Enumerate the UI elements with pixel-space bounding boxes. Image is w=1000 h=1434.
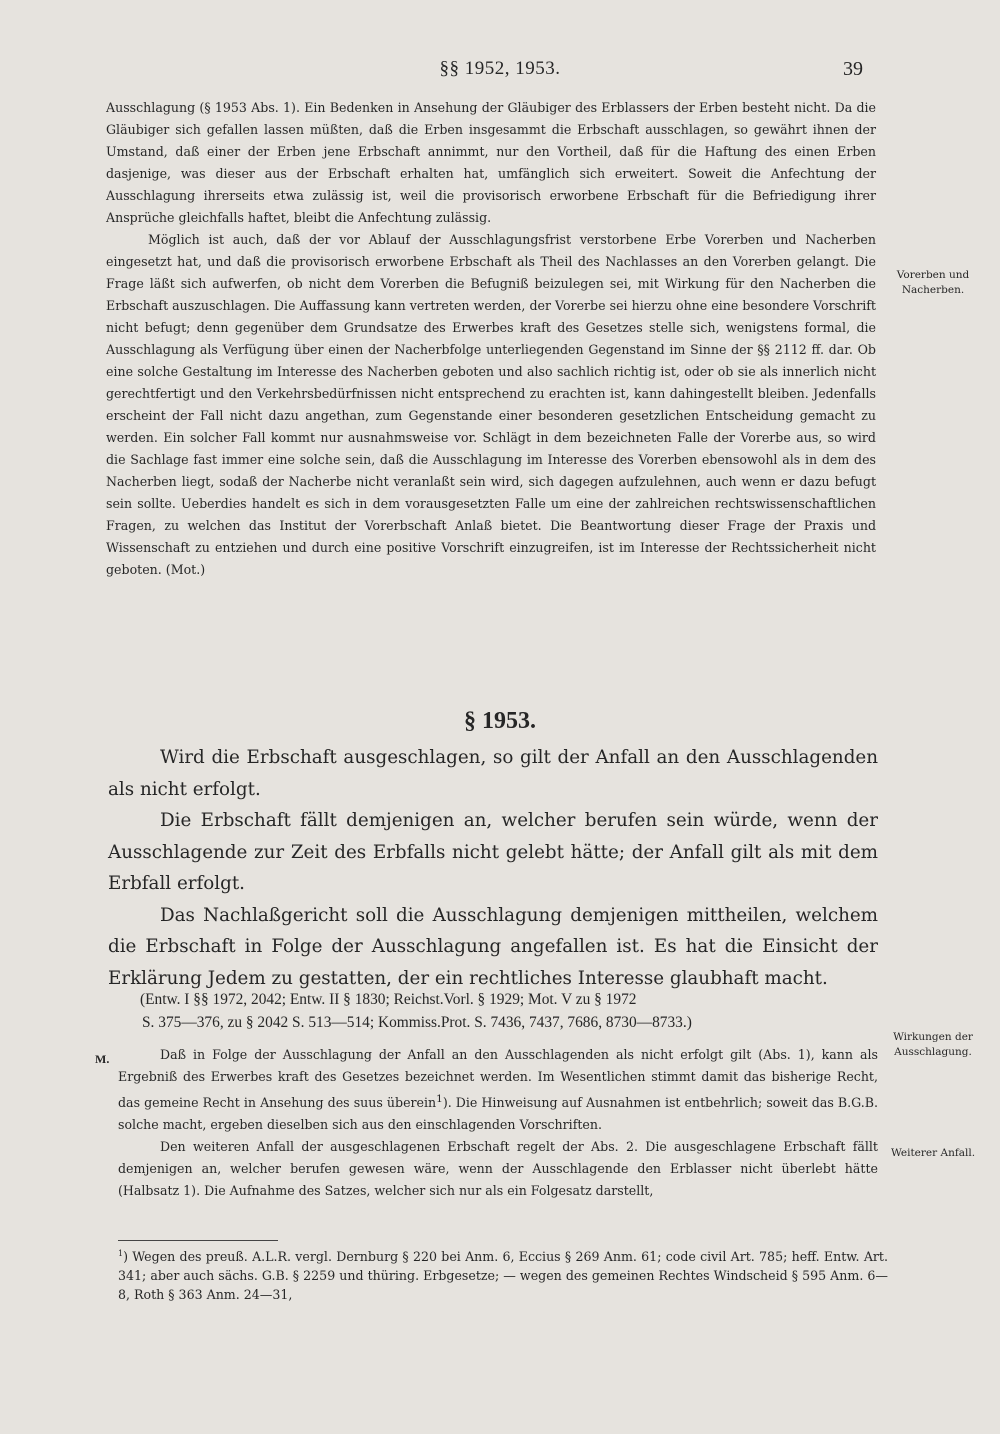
footnote-divider (118, 1240, 278, 1241)
commentary-block-bottom (118, 1044, 878, 1202)
reference-line: (Entw. I §§ 1972, 2042; Entw. II § 1830; Reichst.Vorl. § 1929; Mot. V zu § 1972 (140, 991, 637, 1008)
commentary-paragraph: Ausschlagung (§ 1953 Abs. 1). Ein Bedenken in Ansehung der Gläubiger des Erblassers der Erben besteht nicht. Da die Gläubiger sich gefallen lassen müßten, daß die Erben insgesammt die Erbschaft ausschlagen, so gewährt ihnen der Umstand, daß einer der Erben jene Erbschaft annimmt, nur den Vortheil, daß für die Haftung des einen Erben dasjenige, was dieser aus der Erbschaft erhalten hat, umfänglich sich erweitert. Soweit die Anfechtung der Ausschlagung ihrerseits etwa zulässig ist, weil die provisorisch erworbene Erbschaft für die Befriedigung ihrer Ansprüche gleichfalls haftet, bleibt die Anfechtung zulässig. (106, 100, 876, 225)
paragraph-text: Daß in Folge der Ausschlagung der Anfall an den Ausschlagenden als nicht erfolgt gilt (Abs. 1), kann als Ergebniß des Erwerbes kraft des Gesetzes bezeichnet werden. Im Wesentlichen stimmt damit das bisherige Recht, das gemeine Recht in Ansehung des suus überein (118, 1047, 878, 1111)
margin-note: Wirkungen der Ausschlagung. (893, 1031, 973, 1058)
footnote-text (118, 1244, 888, 1304)
legislative-references (140, 988, 880, 1034)
running-header (0, 58, 1000, 88)
footnote (118, 1244, 888, 1304)
margin-note: Vorerben und Nacherben. (896, 269, 970, 296)
commentary-block-top (106, 97, 876, 581)
section-heading: § 1953. (464, 708, 536, 734)
statute-paragraph: Das Nachlaßgericht soll die Ausschlagung demjenigen mittheilen, welchem die Erbschaft in Folge der Ausschlagung angefallen ist. Es hat die Einsicht der Erklärung Jedem zu gestatten, der ein rechtliches Interesse glaubhaft macht. (108, 904, 878, 989)
reference-line: S. 375—376, zu § 2042 S. 513—514; Kommiss.Prot. S. 7436, 7437, 7686, 8730—8733.) (142, 1014, 692, 1031)
page-number: 39 (843, 58, 863, 80)
header-section-range: §§ 1952, 1953. (439, 58, 561, 79)
footnote-reference: 1 (436, 1093, 443, 1105)
statute-text (108, 742, 878, 994)
paragraph-text: ). Die Hinweisung auf Ausnahmen ist entbehrlich; soweit das B.G.B. solche macht, ergeben dieselben sich aus den einschlagenden Vorschriften. (118, 1095, 878, 1133)
commentary-paragraph: Den weiteren Anfall der ausgeschlagenen Erbschaft regelt der Abs. 2. Die ausgeschlagene Erbschaft fällt demjenigen an, welcher berufen gewesen wäre, wenn der Ausschlagende den Erblasser nicht überlebt hätte (Halbsatz 1). Die Aufnahme des Satzes, welcher sich nur als ein Folgesatz darstellt, (118, 1139, 878, 1199)
footnote-body: ) Wegen des preuß. A.L.R. vergl. Dernburg § 220 bei Anm. 6, Eccius § 269 Anm. 61; code civil Art. 785; heff. Entw. Art. 341; aber auch sächs. G.B. § 2259 und thüring. Erbgesetze; — wegen des gemeinen Rechtes Windscheid § 595 Anm. 6—8, Roth § 363 Anm. 24—31, (118, 1249, 888, 1303)
margin-note: Weiterer Anfall. (890, 1147, 976, 1159)
statute-paragraph: Wird die Erbschaft ausgeschlagen, so gilt der Anfall an den Ausschlagenden als nicht erfolgt. (108, 747, 878, 800)
statute-paragraph: Die Erbschaft fällt demjenigen an, welcher berufen sein würde, wenn der Ausschlagende zur Zeit des Erbfalls nicht gelebt hätte; der Anfall gilt als mit dem Erbfall erfolgt. (108, 810, 878, 894)
commentary-paragraph: Möglich ist auch, daß der vor Ablauf der Ausschlagungsfrist verstorbene Erbe Vorerben und Nacherben eingesetzt hat, und daß die provisorisch erworbene Erbschaft als Theil des Nachlasses an den Vorerben gelangt. Die Frage läßt sich aufwerfen, ob nicht dem Vorerben die Befugniß beizulegen sei, mit Wirkung für den Nacherben die Erbschaft auszuschlagen. Die Auffassung kann vertreten werden, der Vorerbe sei hierzu ohne eine besondere Vorschrift nicht befugt; denn gegenüber dem Grundsatze des Erwerbes kraft des Gesetzes stelle sich, wenigstens formal, die Ausschlagung als Verfügung über einen der Nacherbfolge unterliegenden Gegenstand im Sinne der §§ 2112 ff. dar. Ob eine solche Gestaltung im Interesse des Nacherben geboten und also sachlich richtig ist, oder ob sie als innerlich nicht gerechtfertigt und den Verkehrsbedürfnissen nicht entsprechend zu erachten ist, kann dahingestellt bleiben. Jedenfalls erscheint der Fall nicht dazu angethan, zum Gegenstande einer besonderen gesetzlichen Entscheidung gemacht zu werden. Ein solcher Fall kommt nur ausnahmsweise vor. Schlägt in dem bezeichneten Falle der Vorerbe aus, so wird die Sachlage fast immer eine solche sein, daß die Ausschlagung im Interesse des Vorerben ebensowohl als in dem des Nacherben liegt, sodaß der Nacherbe nicht veranlaßt sein wird, sich dagegen aufzulehnen, auch wenn er dazu befugt sein sollte. Ueberdies handelt es sich in dem vorausgesetzten Falle um eine der zahlreichen rechtswissenschaftlichen Fragen, zu welchen das Institut der Vorerbschaft Anlaß bietet. Die Beantwortung dieser Frage der Praxis und Wissenschaft zu entziehen und durch eine positive Vorschrift einzugreifen, ist im Interesse der Rechtssicherheit nicht geboten. (Mot.) (106, 232, 876, 577)
motive-marker: M. (95, 1052, 110, 1066)
footnote-mark: 1 (118, 1249, 124, 1258)
commentary-paragraph (118, 1044, 878, 1136)
